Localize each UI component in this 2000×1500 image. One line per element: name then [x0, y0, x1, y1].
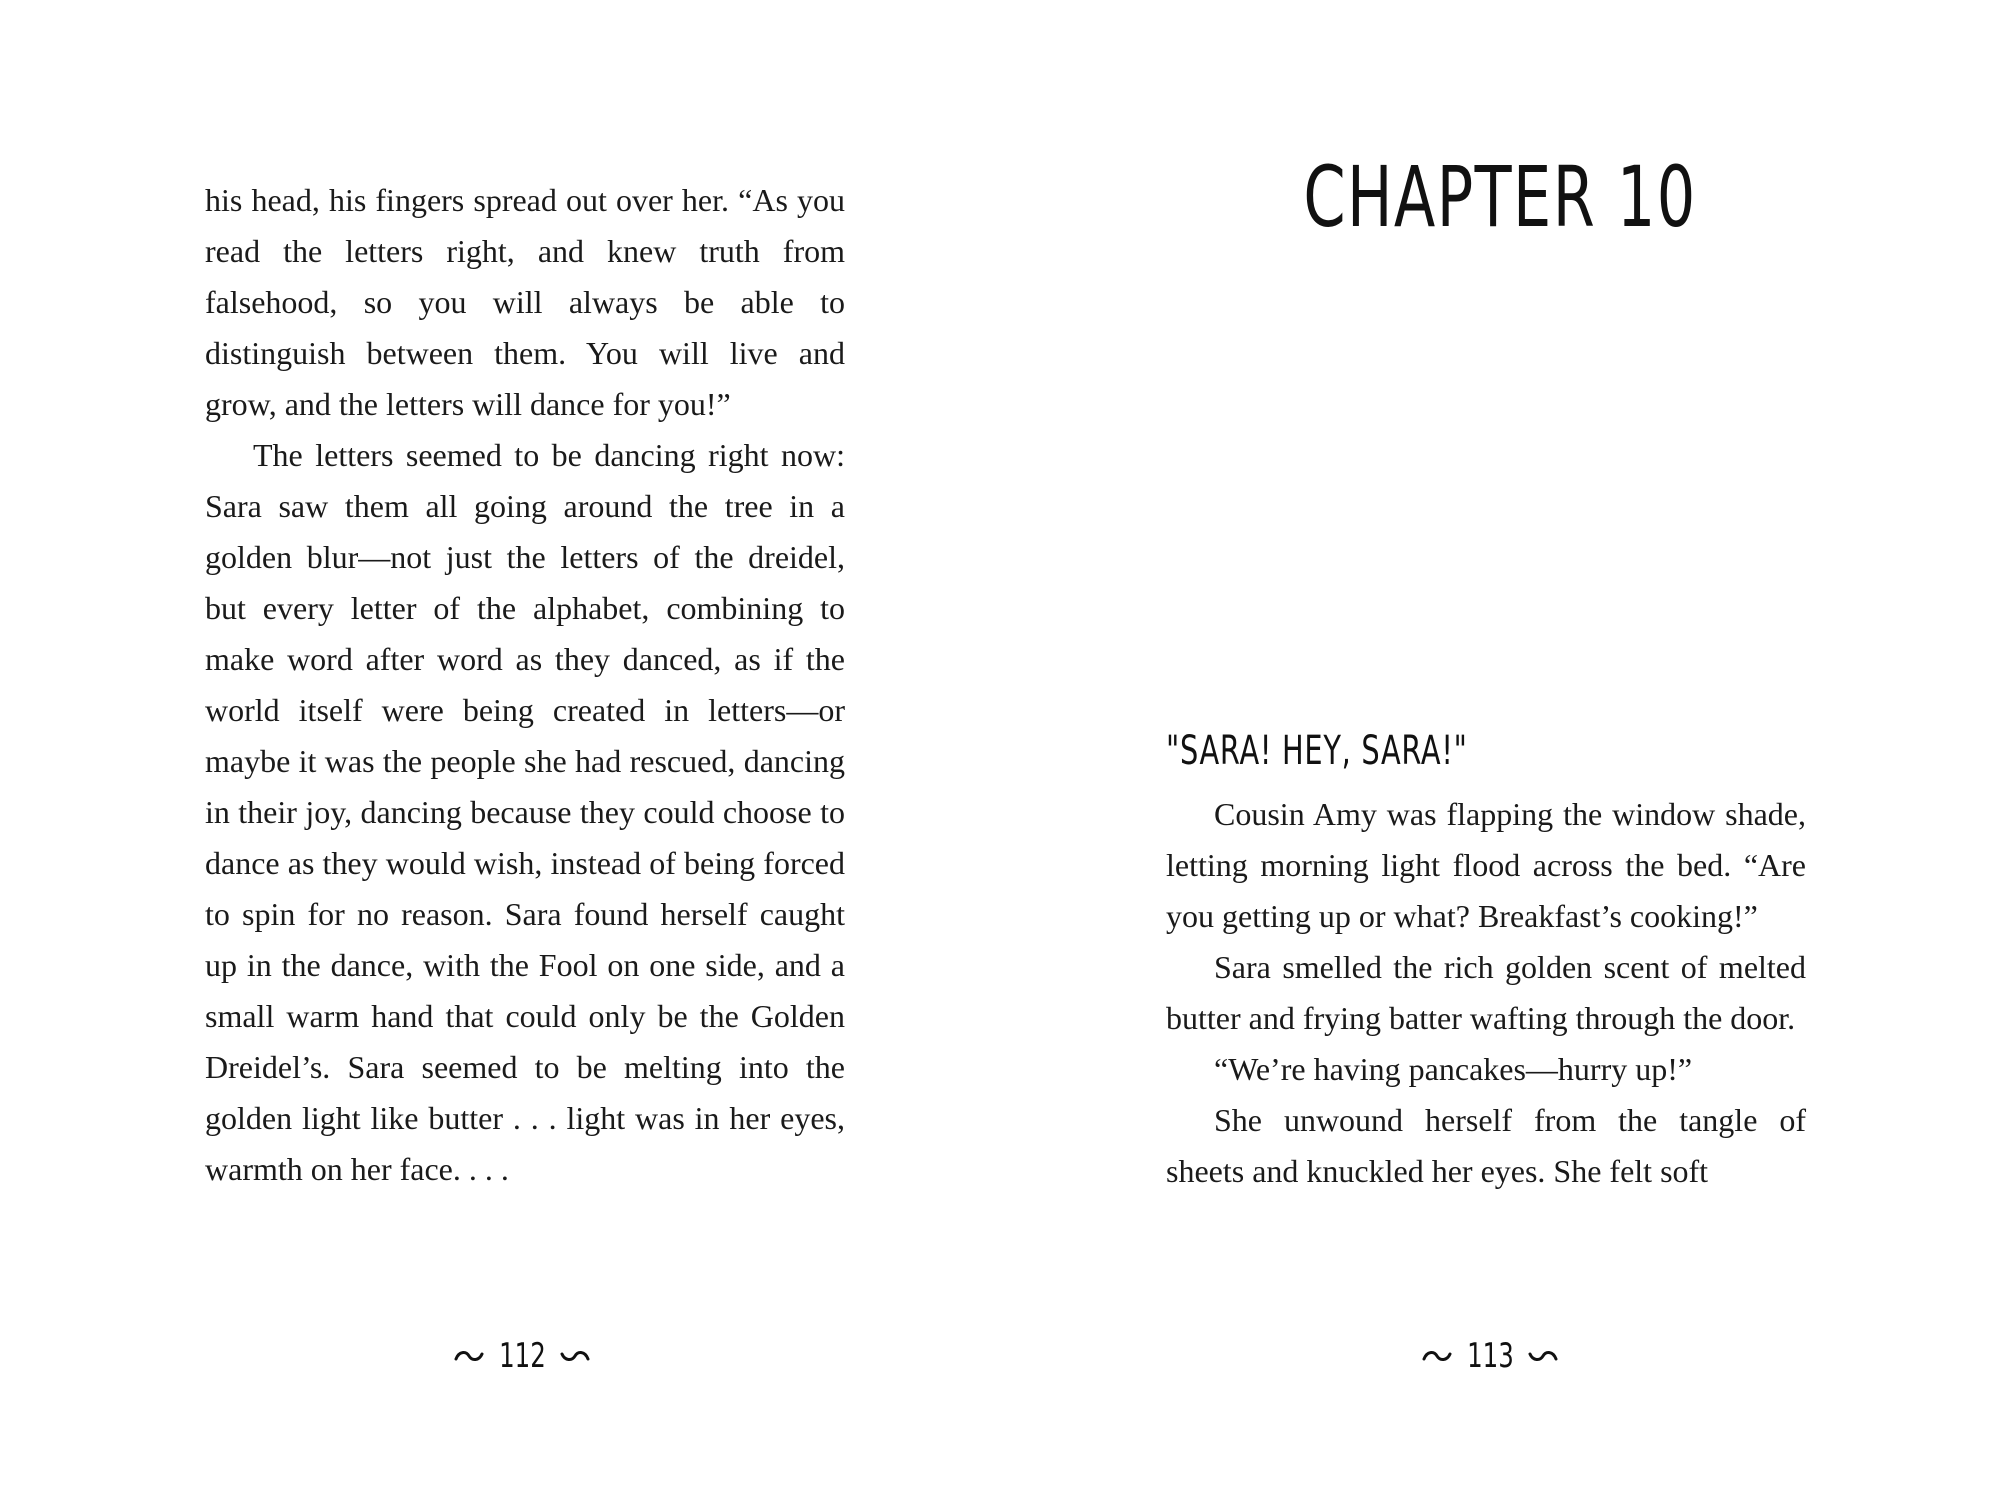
- paragraph: “We’re having pancakes—hurry up!”: [1214, 1051, 1693, 1087]
- swash-left-icon: [454, 1348, 484, 1364]
- page-number: 113: [1466, 1336, 1514, 1376]
- swash-left-icon: [1422, 1348, 1452, 1364]
- left-page-body: [205, 175, 845, 1195]
- page-number-left: [422, 1336, 622, 1376]
- right-page-body: [1166, 789, 1806, 1197]
- paragraph: his head, his fingers spread out over her. “As you read the letters right, and knew truth from falsehood, so you will always be able to distinguish between them. You will live and grow, and the letters will dance for you!”: [205, 182, 845, 422]
- paragraph: Sara smelled the rich golden scent of melted butter and frying batter wafting through the door.: [1166, 949, 1806, 1036]
- paragraph: The letters seemed to be dancing right now: Sara saw them all going around the tree in a golden blur—not just the letters of the dreidel, but every letter of the alphabet, combining to make word after word as they danced, as if the world itself were being created in letters—or maybe it was the people she had rescued, dancing in their joy, dancing because they could choose to dance as they would wish, instead of being forced to spin for no reason. Sara found herself caught up in the dance, with the Fool on one side, and a small warm hand that could only be the Golden Dreidel’s. Sara seemed to be melting into the golden light like butter . . . light was in her eyes, warmth on her face. . . .: [205, 437, 845, 1187]
- chapter-title: CHAPTER 10: [1303, 148, 1697, 246]
- paragraph: Cousin Amy was flapping the window shade, letting morning light flood across the bed. “Are you getting up or what? Breakfast’s cooking!”: [1166, 796, 1806, 934]
- chapter-opening-line: "SARA! HEY, SARA!": [1166, 728, 1468, 774]
- paragraph: She unwound herself from the tangle of sheets and knuckled her eyes. She felt soft: [1166, 1102, 1806, 1189]
- swash-right-icon: [1528, 1348, 1558, 1364]
- swash-right-icon: [560, 1348, 590, 1364]
- right-page: [1000, 0, 2000, 1500]
- page-number-right: [1390, 1336, 1590, 1376]
- page-number: 112: [498, 1336, 546, 1376]
